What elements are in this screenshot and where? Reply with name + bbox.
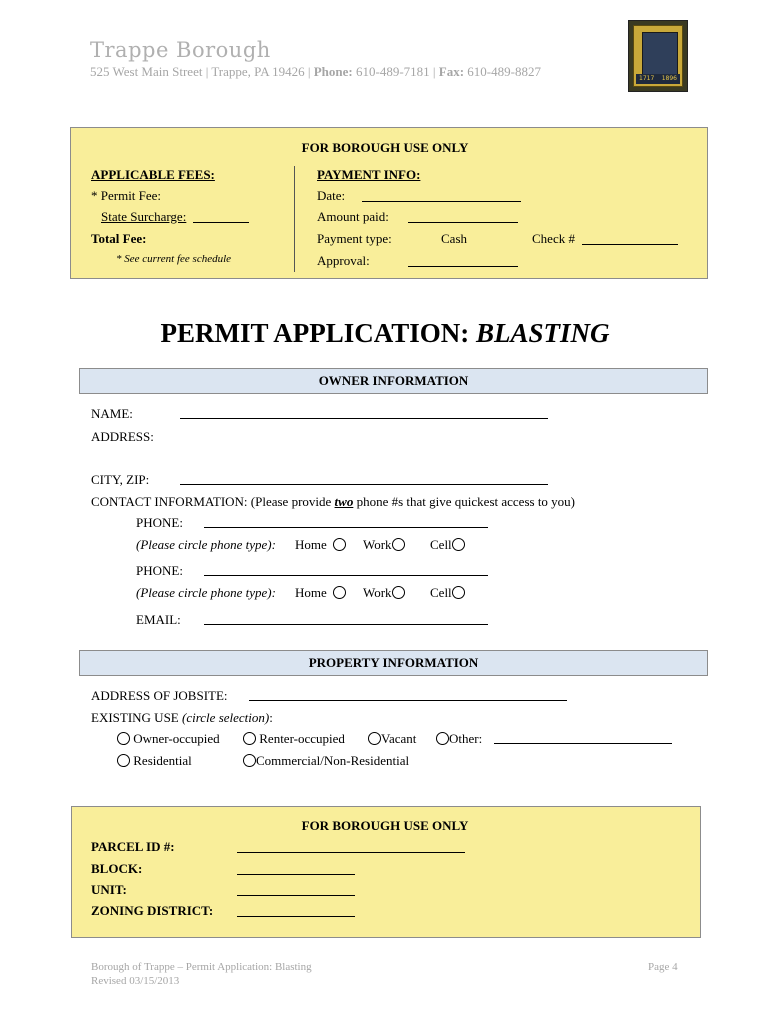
residential-radio-icon[interactable] — [117, 754, 130, 767]
commercial-radio-icon[interactable] — [243, 754, 256, 767]
owner-address-label: ADDRESS: — [91, 429, 154, 444]
phone2-cell-label: Cell — [430, 585, 452, 600]
use-commercial-option[interactable] — [243, 753, 409, 769]
owner-name-label: NAME: — [91, 406, 133, 421]
existing-use-colon: : — [269, 710, 273, 725]
payment-date-label: Date: — [317, 188, 346, 203]
footer-doc-title: Borough of Trappe – Permit Application: Blasting — [91, 961, 312, 973]
payment-info-heading: PAYMENT INFO: — [317, 167, 421, 182]
phone2-home-radio-icon[interactable] — [333, 586, 346, 599]
org-name: Trappe Borough — [90, 38, 271, 62]
jobsite-address-label: ADDRESS OF JOBSITE: — [91, 688, 228, 703]
phone1-cell-radio-icon[interactable] — [452, 538, 465, 551]
page-title-type: BLASTING — [476, 318, 610, 348]
seal-years — [636, 74, 680, 84]
use-residential-option[interactable] — [117, 753, 192, 769]
phone-label: Phone: — [313, 64, 353, 79]
borough-seal — [628, 20, 688, 92]
phone1-work-option[interactable] — [363, 537, 405, 553]
check-number-field[interactable] — [582, 244, 678, 245]
vacant-radio-icon[interactable] — [368, 732, 381, 745]
phone2-label: PHONE: — [136, 563, 183, 578]
jobsite-address-field[interactable] — [249, 700, 567, 701]
fee-box-title: FOR BOROUGH USE ONLY — [301, 140, 469, 155]
contact-info-pre: CONTACT INFORMATION: (Please provide — [91, 494, 335, 509]
fax-label: Fax: — [438, 64, 465, 79]
approval-label: Approval: — [317, 253, 370, 268]
payment-check-label: Check # — [532, 231, 575, 246]
org-address-line — [90, 64, 541, 80]
permit-fee-label: * Permit Fee: — [91, 188, 162, 203]
phone1-cell-label: Cell — [430, 537, 452, 552]
owner-section-header: OWNER INFORMATION — [79, 368, 708, 394]
page-title — [0, 318, 770, 349]
renter-occupied-radio-icon[interactable] — [243, 732, 256, 745]
block-label: BLOCK: — [91, 861, 143, 876]
fee-box-divider — [294, 166, 295, 272]
phone2-work-radio-icon[interactable] — [392, 586, 405, 599]
owner-occupied-label: Owner-occupied — [133, 731, 220, 746]
use-renter-occupied-option[interactable] — [243, 731, 345, 747]
fax-number: 610-489-8827 — [464, 64, 541, 79]
applicable-fees-heading: APPLICABLE FEES: — [91, 167, 215, 182]
phone1-home-radio-icon[interactable] — [333, 538, 346, 551]
phone2-field[interactable] — [204, 575, 488, 576]
phone1-type-prompt: (Please circle phone type): — [136, 537, 276, 552]
parcel-id-label: PARCEL ID #: — [91, 839, 175, 854]
other-use-field[interactable] — [494, 743, 672, 744]
phone1-label: PHONE: — [136, 515, 183, 530]
zoning-district-field[interactable] — [237, 916, 355, 917]
phone2-cell-radio-icon[interactable] — [452, 586, 465, 599]
org-address: 525 West Main Street | Trappe, PA 19426 | — [90, 64, 314, 79]
state-surcharge-text: State Surcharge: — [101, 209, 187, 224]
zoning-district-label: ZONING DISTRICT: — [91, 903, 214, 918]
phone-number: 610-489-7181 | — [352, 64, 439, 79]
fee-schedule-note: * See current fee schedule — [116, 253, 232, 265]
vacant-label: Vacant — [381, 731, 417, 746]
owner-city-zip-label: CITY, ZIP: — [91, 472, 150, 487]
existing-use-label — [91, 710, 273, 726]
phone1-field[interactable] — [204, 527, 488, 528]
phone2-cell-option[interactable] — [430, 585, 465, 601]
contact-info-emph: two — [334, 494, 354, 509]
payment-date-field[interactable] — [362, 201, 521, 202]
contact-info-instructions — [91, 494, 575, 510]
residential-label: Residential — [133, 753, 192, 768]
unit-field[interactable] — [237, 895, 355, 896]
use-vacant-option[interactable] — [368, 731, 416, 747]
page-title-text: PERMIT APPLICATION: — [160, 318, 476, 348]
existing-use-note: (circle selection) — [182, 710, 270, 725]
unit-label: UNIT: — [91, 882, 127, 897]
phone2-home-option[interactable] — [295, 585, 346, 601]
phone1-cell-option[interactable] — [430, 537, 465, 553]
approval-field[interactable] — [408, 266, 518, 267]
block-field[interactable] — [237, 874, 355, 875]
owner-name-field[interactable] — [180, 418, 548, 419]
other-label: Other: — [449, 731, 483, 746]
amount-paid-label: Amount paid: — [317, 209, 389, 224]
owner-occupied-radio-icon[interactable] — [117, 732, 130, 745]
seal-shield-icon — [642, 32, 678, 76]
use-owner-occupied-option[interactable] — [117, 731, 220, 747]
seal-year-left: 1717 — [639, 75, 655, 82]
phone1-home-option[interactable] — [295, 537, 346, 553]
amount-paid-field[interactable] — [408, 222, 518, 223]
use-other-option[interactable] — [436, 731, 482, 747]
contact-info-post: phone #s that give quickest access to you) — [353, 494, 576, 509]
commercial-label: Commercial/Non-Residential — [256, 753, 410, 768]
other-radio-icon[interactable] — [436, 732, 449, 745]
seal-frame — [633, 25, 683, 87]
phone1-home-label: Home — [295, 537, 327, 552]
total-fee-label: Total Fee: — [91, 231, 147, 246]
property-section-header: PROPERTY INFORMATION — [79, 650, 708, 676]
zoning-box-title: FOR BOROUGH USE ONLY — [301, 818, 469, 833]
phone1-work-radio-icon[interactable] — [392, 538, 405, 551]
existing-use-text: EXISTING USE — [91, 710, 182, 725]
phone2-work-label: Work — [363, 585, 392, 600]
phone2-work-option[interactable] — [363, 585, 405, 601]
state-surcharge-line[interactable] — [193, 222, 249, 223]
phone1-work-label: Work — [363, 537, 392, 552]
email-label: EMAIL: — [136, 612, 181, 627]
phone2-home-label: Home — [295, 585, 327, 600]
state-surcharge-label — [101, 209, 186, 225]
footer-page-number: Page 4 — [648, 961, 678, 973]
phone2-type-prompt: (Please circle phone type): — [136, 585, 276, 600]
parcel-id-field[interactable] — [237, 852, 465, 853]
owner-city-zip-field[interactable] — [180, 484, 548, 485]
footer-revision: Revised 03/15/2013 — [91, 975, 180, 987]
renter-occupied-label: Renter-occupied — [259, 731, 345, 746]
payment-cash-option[interactable]: Cash — [441, 231, 467, 246]
email-field[interactable] — [204, 624, 488, 625]
seal-year-right: 1896 — [661, 75, 677, 82]
payment-type-label: Payment type: — [317, 231, 392, 246]
